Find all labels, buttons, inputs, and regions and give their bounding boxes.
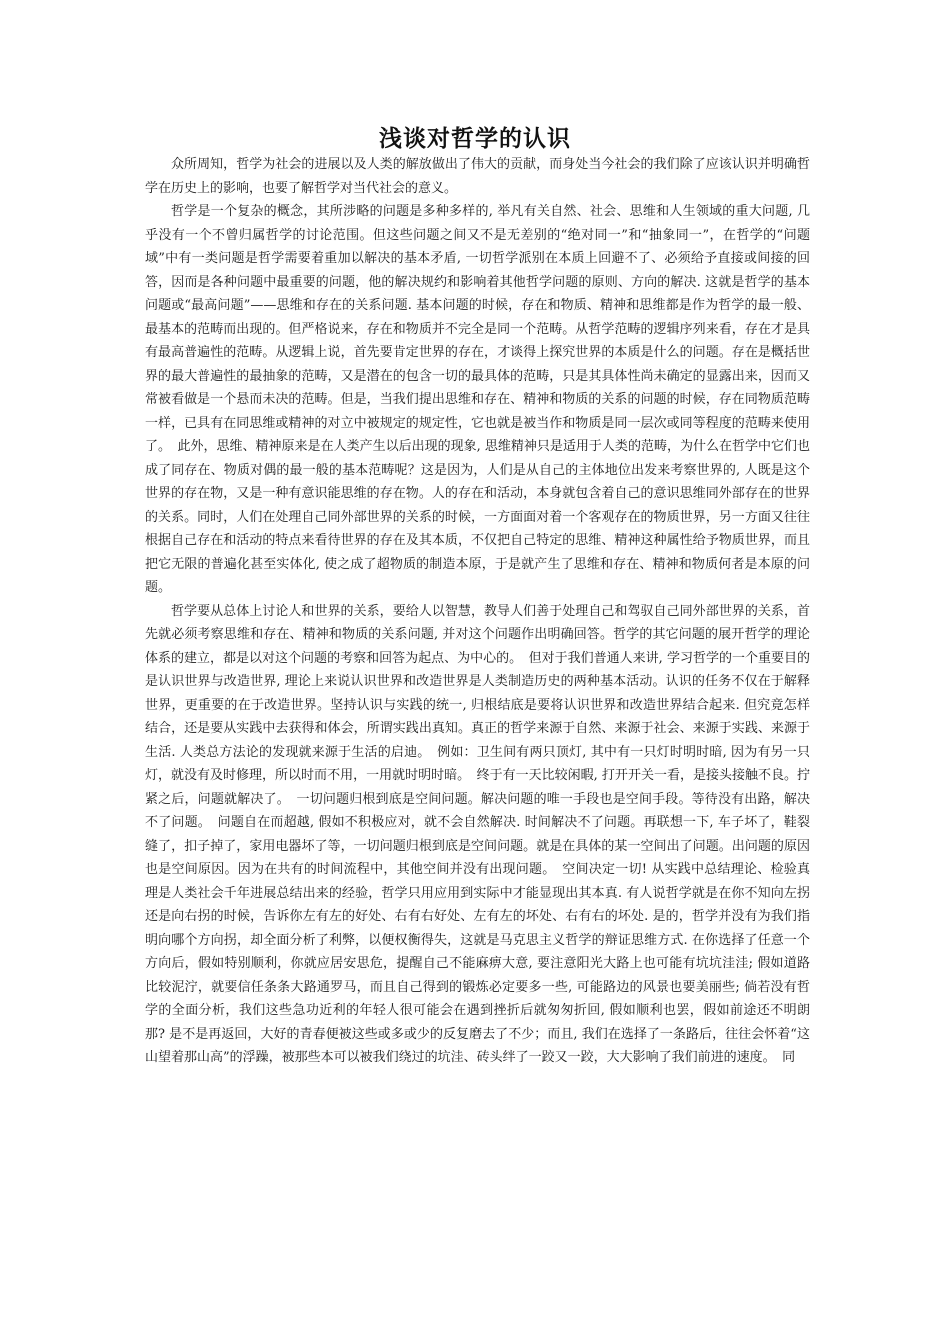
document-title: 浅谈对哲学的认识 (379, 126, 571, 152)
paragraph-intro: 众所周知，哲学为社会的进展以及人类的解放做出了伟大的贡献，而身处当今社会的我们除了应该认识并明确哲学在历史上的影响，也要了解哲学对当代社会的意义。 (145, 157, 810, 196)
paragraph-practice: 哲学要从总体上讨论人和世界的关系，要给人以智慧，教导人们善于处理自己和驾驭自己同外部世界的关系，首先就必须考察思维和存在、精神和物质的关系问题, 并对这个问题作出明确回答。哲学的其它问题的展开哲学的理论体系的建立，都是以对这个问题的考察和回答为起点、为中心的。 但对于我们普通人来讲, 学习哲学的一个重要目的是认识世界与改造世界, 理论上来说认识世界和改造世界是人类制造历史的两种基本活动。认识的任务不仅在于解释世界，更重要的在于改造世界。坚持认识与实践的统一, 归根结底是要将认识世界和改造世界结合起来. 但究竟怎样结合，还是要从实践中去获得和体会，所谓实践出真知。真正的哲学来源于自然、来源于社会、来源于实践、来源于生活. 人类总方法论的发现就来源于生活的启迪。 例如：卫生间有两只顶灯, 其中有一只灯时明时暗, 因为有另一只灯，就没有及时修理，所以时而不用，一用就时明时暗。 终于有一天比较闲暇, 打开开关一看，是接头接触不良。拧紧之后，问题就解决了。 一切问题归根到底是空间问题。解决问题的唯一手段也是空间手段。等待没有出路，解决不了问题。 问题自在而超越, 假如不积极应对，就不会自然解决. 时间解决不了问题。再联想一下, 车子坏了，鞋裂缝了，扣子掉了，家用电器坏了等，一切问题归根到底是空间问题。就是在具体的某一空间出了问题。出问题的原因也是空间原因。因为在共有的时间流程中，其他空间并没有出现问题。 空间决定一切! 从实践中总结理论、检验真理是人类社会千年进展总结出来的经验，哲学只用应用到实际中才能显现出其本真. 有人说哲学就是在你不知向左拐还是向右拐的时候，告诉你左有左的好处、右有右好处、左有左的坏处、右有右的坏处. 是的，哲学并没有为我们指明向哪个方向拐，却全面分析了利弊，以便权衡得失，这就是马克思主义哲学的辩证思维方式. 在你选择了任意一个方向后，假如特别顺利，你就应居安思危，提醒自己不能麻痹大意, 要注意阳光大路上也可能有坑坑洼洼; 假如道路比较泥泞，就要信任条条大路通罗马，而且自己得到的锻炼必定要多一些, 可能路边的风景也要美丽些; 倘若没有哲学的全面分析，我们这些急功近利的年轻人很可能会在遇到挫折后就匆匆折回, 假如顺利也罢，假如前途还不明朗那? 是不是再返回，大好的青春便被这些或多或少的反复磨去了不少；而且, 我们在选择了一条路后，往往会怀着“这山望着那山高”的浮躁，被那些本可以被我们绕过的坑洼、砖头绊了一跤又一跤，大大影响了我们前进的速度。 同 (145, 603, 810, 1065)
document-body (145, 153, 810, 1070)
paragraph-basic-question: 哲学是一个复杂的概念，其所涉略的问题是多种多样的, 举凡有关自然、社会、思维和人生领域的重大问题, 几乎没有一个不曾归属哲学的讨论范围。但这些问题之间又不是无差别的“绝对同一”和“抽象同一”，在哲学的“问题域”中有一类问题是哲学需要着重加以解决的基本矛盾, 一切哲学派别在本质上回避不了、必须给予直接或间接的回答，因而是各种问题中最重要的问题，他的解决规约和影响着其他哲学问题的原则、方向的解决. 这就是哲学的基本问题或“最高问题”——思维和存在的关系问题. 基本问题的时候，存在和物质、精神和思维都是作为哲学的最一般、最基本的范畴而出现的。但严格说来，存在和物质并不完全是同一个范畴。从哲学范畴的逻辑序列来看，存在才是具有最高普遍性的范畴。从逻辑上说，首先要肯定世界的存在，才谈得上探究世界的本质是什么的问题。存在是概括世界的最大普遍性的最抽象的范畴，又是潜在的包含一切的最具体的范畴，只是其具体性尚未确定的显露出来，因而又常被看做是一个悬而未决的范畴。但是，当我们提出思维和存在、精神和物质的关系的问题的时候，存在同物质范畴一样，已具有在同思维或精神的对立中被规定的规定性，它也就是被当作和物质是同一层次或同等程度的范畴来使用了。 此外，思维、精神原来是在人类产生以后出现的现象, 思维精神只是适用于人类的范畴，为什么在哲学中它们也成了同存在、物质对偶的最一般的基本范畴呢？这是因为，人们是从自己的主体地位出发来考察世界的, 人既是这个世界的存在物，又是一种有意识能思维的存在物。人的存在和活动，本身就包含着自己的意识思维同外部存在的世界的关系。同时，人们在处理自己同外部世界的关系的时候，一方面面对着一个客观存在的物质世界，另一方面又往往根据自己存在和活动的特点来看待世界的存在及其本质，不仅把自己特定的思维、精神这种属性给予物质世界，而且把它无限的普遍化甚至实体化, 使之成了超物质的制造本原，于是就产生了思维和存在、精神和物质何者是本原的问题。 (145, 204, 810, 595)
